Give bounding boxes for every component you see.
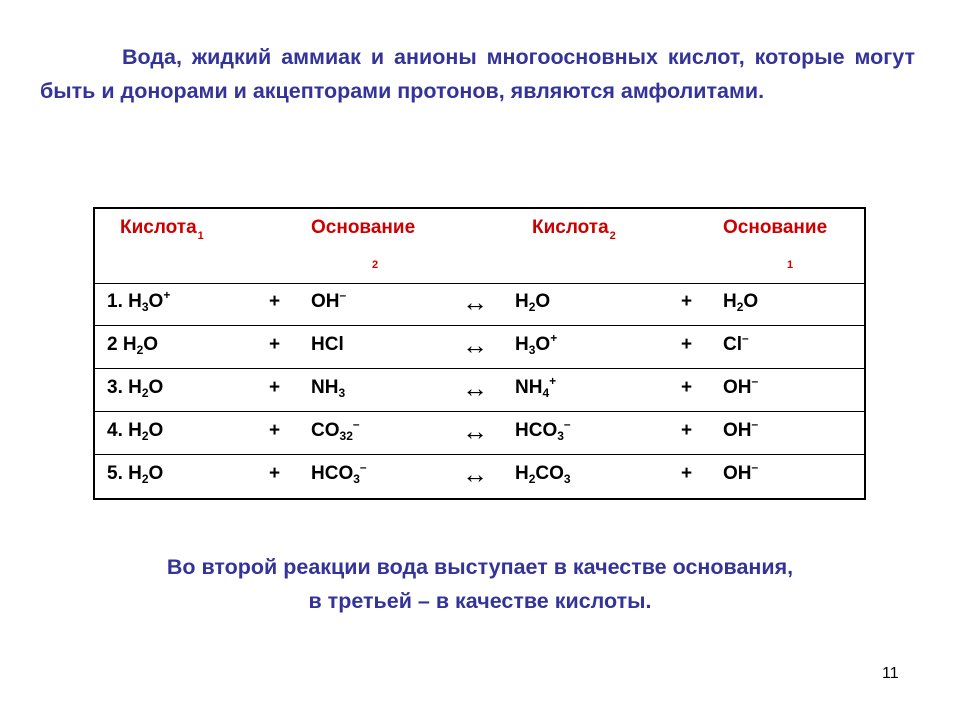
cell-plus-1: + bbox=[269, 291, 281, 312]
acid-1-formula: $H_2O$ bbox=[117, 334, 159, 357]
cell-acid-2: $NH_4^+$ bbox=[515, 374, 557, 400]
cell-base-2: $HCO_3^-$ bbox=[311, 460, 367, 486]
conclusion-line-1: Во второй реакции вода выступает в качестве основания, bbox=[166, 555, 794, 579]
header-acid-1: Кислота$_1$ bbox=[120, 217, 204, 242]
row-number: 1. bbox=[107, 291, 123, 312]
acid-1-formula: $H_2O$ bbox=[122, 377, 164, 400]
acid-1-formula: $H_3O^+$ bbox=[122, 288, 171, 314]
header-base-2-index: 2 bbox=[372, 259, 379, 271]
cell-base-2: OH– bbox=[311, 288, 347, 312]
equilibrium-arrow-icon: ↔ bbox=[462, 287, 488, 317]
header-acid-2: Кислота$_2$ bbox=[532, 217, 616, 242]
reaction-table bbox=[93, 207, 866, 500]
row-number: 2 bbox=[107, 334, 118, 355]
cell-acid-2: $H_2CO_3$ bbox=[515, 463, 571, 486]
equilibrium-arrow-icon: ↔ bbox=[462, 416, 488, 446]
table-row bbox=[95, 412, 864, 455]
acid-1-formula: $H_2O$ bbox=[122, 463, 164, 486]
cell-acid-2: $H_3O^+$ bbox=[515, 331, 558, 357]
cell-acid-2: $H_2O$ bbox=[515, 291, 551, 314]
equilibrium-arrow-icon: ↔ bbox=[462, 330, 488, 360]
intro-paragraph: Вода, жидкий аммиак и анионы многоосновных кислот, которые могут быть и донорами и акцепторами протонов, являются амфолитами. bbox=[40, 45, 915, 103]
cell-acid-1 bbox=[107, 288, 171, 314]
cell-base-2: HCl bbox=[311, 334, 344, 355]
conclusion-text bbox=[40, 550, 920, 618]
cell-base-2: $CO_{32}^-$ bbox=[311, 417, 360, 443]
cell-acid-1 bbox=[107, 463, 163, 485]
cell-plus-1: + bbox=[269, 334, 281, 355]
equilibrium-arrow-icon: ↔ bbox=[462, 373, 488, 403]
cell-acid-1 bbox=[107, 334, 158, 356]
cell-base-1: OH– bbox=[723, 460, 759, 484]
cell-plus-2: + bbox=[681, 291, 693, 312]
cell-plus-1: + bbox=[269, 420, 281, 441]
table-row bbox=[95, 283, 864, 326]
cell-base-1: Cl– bbox=[723, 331, 749, 355]
conclusion-line-2: в третьей – в качестве кислоты. bbox=[308, 589, 652, 613]
row-number: 3. bbox=[107, 377, 123, 398]
cell-base-2: $NH_3$ bbox=[311, 377, 346, 400]
table-row bbox=[95, 369, 864, 412]
cell-acid-1 bbox=[107, 377, 163, 399]
acid-1-formula: $H_2O$ bbox=[122, 420, 164, 443]
table-row bbox=[95, 455, 864, 497]
cell-plus-2: + bbox=[681, 420, 693, 441]
cell-acid-2: $HCO_3^-$ bbox=[515, 417, 571, 443]
cell-plus-2: + bbox=[681, 377, 693, 398]
cell-plus-2: + bbox=[681, 334, 693, 355]
header-base-1-index: 1 bbox=[787, 259, 794, 271]
row-number: 5. bbox=[107, 463, 123, 484]
equilibrium-arrow-icon: ↔ bbox=[462, 459, 488, 489]
table-row bbox=[95, 326, 864, 369]
cell-base-1: $H_2O$ bbox=[723, 291, 759, 314]
cell-plus-2: + bbox=[681, 463, 693, 484]
cell-base-1: OH– bbox=[723, 374, 759, 398]
cell-plus-1: + bbox=[269, 463, 281, 484]
cell-base-1: OH– bbox=[723, 417, 759, 441]
page-number: 11 bbox=[882, 665, 899, 682]
header-base-2: Основание bbox=[311, 217, 416, 238]
cell-plus-1: + bbox=[269, 377, 281, 398]
cell-acid-1 bbox=[107, 420, 163, 442]
row-number: 4. bbox=[107, 420, 123, 441]
header-base-1: Основание bbox=[723, 217, 828, 238]
table-header-row bbox=[95, 209, 864, 284]
